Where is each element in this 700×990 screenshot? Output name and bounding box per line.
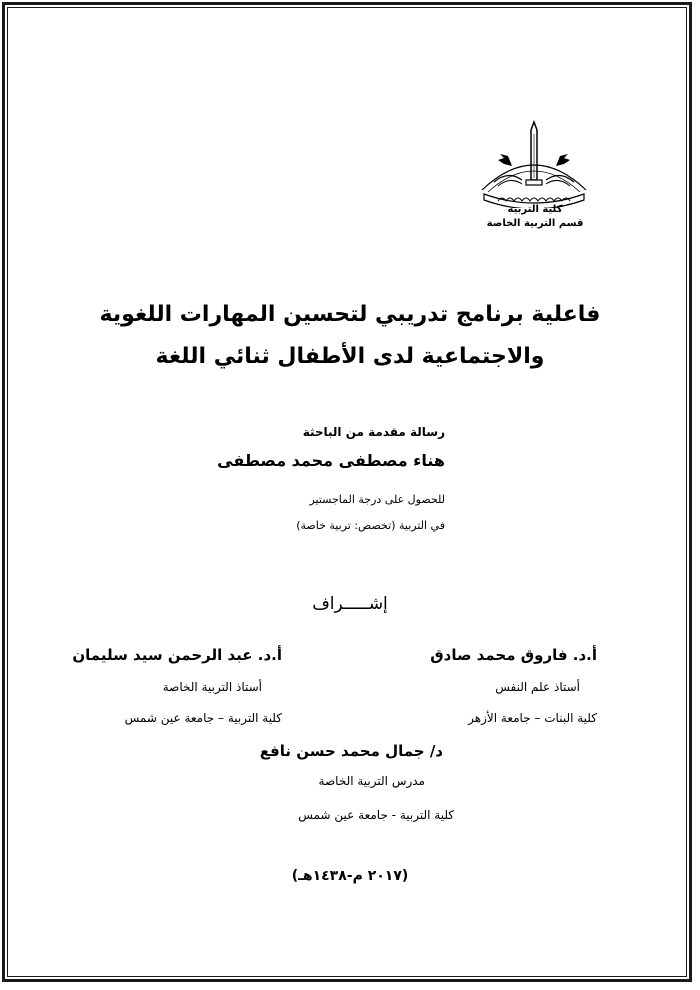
title-line-1: فاعلية برنامج تدريبي لتحسين المهارات اللغوية — [99, 302, 601, 327]
thesis-title — [60, 294, 640, 378]
supervisor-3-affiliation: كلية التربية - جامعة عين شمس — [298, 808, 454, 822]
department-name: قسم التربية الخاصة — [486, 218, 584, 229]
supervisor-2-affiliation: كلية التربية – جامعة عين شمس — [124, 711, 282, 725]
supervisor-1-title: أستاذ علم النفس — [495, 680, 580, 694]
title-line-2: والاجتماعية لدى الأطفال ثنائي اللغة — [155, 344, 545, 369]
supervisor-1-name: أ.د. فاروق محمد صادق — [430, 646, 597, 664]
supervisor-3-title: مدرس التربية الخاصة — [318, 774, 425, 788]
supervision-heading: إشـــــراف — [312, 594, 388, 614]
supervisor-1-affiliation: كلية البنات – جامعة الأزهر — [468, 711, 597, 725]
university-logo-icon — [474, 120, 594, 208]
thesis-intro: رسالة مقدمة من الباحثة — [302, 425, 445, 439]
year-line: (٢٠١٧ م-١٤٣٨هـ) — [291, 868, 409, 884]
supervisor-2-name: أ.د. عبد الرحمن سيد سليمان — [72, 646, 282, 664]
field-line: في التربية (تخصص: تربية خاصة) — [296, 519, 445, 532]
supervisor-2-title: أستاذ التربية الخاصة — [162, 680, 262, 694]
faculty-block — [470, 203, 600, 231]
supervisor-3-name: د/ جمال محمد حسن نافع — [259, 742, 443, 760]
degree-line: للحصول على درجة الماجستير — [309, 493, 445, 506]
author-name: هناء مصطفى محمد مصطفى — [217, 451, 445, 470]
faculty-name: كلية التربية — [507, 204, 563, 215]
